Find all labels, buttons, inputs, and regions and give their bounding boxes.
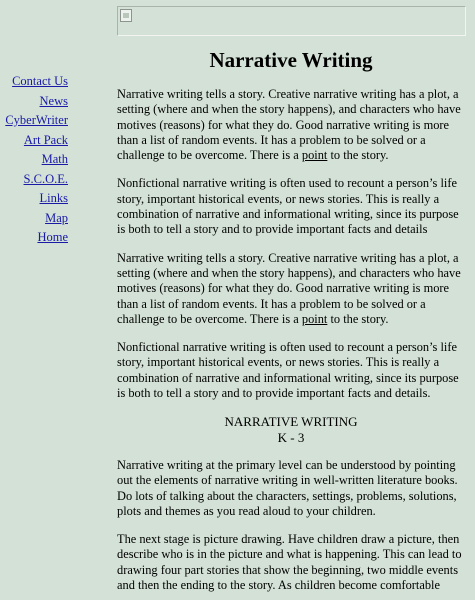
- sidebar-link-math[interactable]: Math: [41, 152, 68, 166]
- paragraph-text: Narrative writing tells a story. Creative narrative writing has a plot, a setting (where and when the story happens), and characters who have motives (reasons) for what they do. Good narrative writing is more than a list of random events. It has a problem to be solved or a challenge to be overcome. There is a: [117, 250, 461, 326]
- sidebar-link-news[interactable]: News: [39, 93, 68, 108]
- nonfiction-paragraph: Nonfictional narrative writing is often used to recount a person’s life story, important historical events, or news stories. This is really a combination of narrative and informational writing, since its purpose is both to tell a story and to provide important facts and details: [117, 176, 459, 237]
- paragraph-text: to the story.: [327, 148, 389, 163]
- banner-image-placeholder: [117, 6, 466, 36]
- paragraph-text: to the story.: [327, 311, 389, 326]
- section-title: NARRATIVE WRITING: [224, 414, 358, 430]
- sidebar-link-scoe[interactable]: S.C.O.E.: [23, 171, 68, 186]
- paragraph-text: Narrative writing tells a story. Creative narrative writing has a plot, a setting (where and when the story happens), and characters who have motives (reasons) for what they do. Good narrative writing is more than a list of random events. It has a problem to be solved or a challenge to be overcome. There is a: [117, 87, 461, 163]
- sidebar-link-contact-us[interactable]: Contact Us: [12, 74, 68, 88]
- sidebar-link-map[interactable]: Map: [45, 210, 68, 225]
- page-title: Narrative Writing: [209, 48, 373, 72]
- sidebar-link-art-pack[interactable]: Art Pack: [23, 132, 68, 147]
- picture-drawing-paragraph: The next stage is picture drawing. Have children draw a picture, then describe who is in the picture and what is happening. This can lead to drawing four part stories that show the beginning, two middle events and then the ending to the story. As children become comfortable: [117, 532, 462, 593]
- sidebar-link-links[interactable]: Links: [39, 191, 68, 205]
- sidebar-nav: [0, 72, 68, 248]
- section-subtitle: K - 3: [277, 429, 305, 445]
- main-content: [117, 44, 465, 600]
- intro-paragraph: [117, 87, 465, 163]
- intro-paragraph-repeat: [117, 251, 465, 327]
- broken-image-icon: [120, 9, 132, 22]
- sidebar-link-home[interactable]: Home: [37, 230, 68, 244]
- nonfiction-paragraph-repeat: Nonfictional narrative writing is often used to recount a person’s life story, important historical events, or news stories. This is really a combination of narrative and informational writing, since its purpose is both to tell a story and to provide important facts and details.: [117, 340, 459, 401]
- section-heading: [117, 414, 465, 445]
- primary-level-paragraph: Narrative writing at the primary level can be understood by pointing out the elements of narrative writing in well-written literature books. Do lots of talking about the characters, settings, problems, solutions, plots and themes as you read aloud to your children.: [117, 457, 458, 518]
- point-link[interactable]: point: [301, 148, 328, 163]
- sidebar-link-cyberwriter[interactable]: CyberWriter: [5, 113, 68, 127]
- point-link[interactable]: point: [301, 311, 328, 326]
